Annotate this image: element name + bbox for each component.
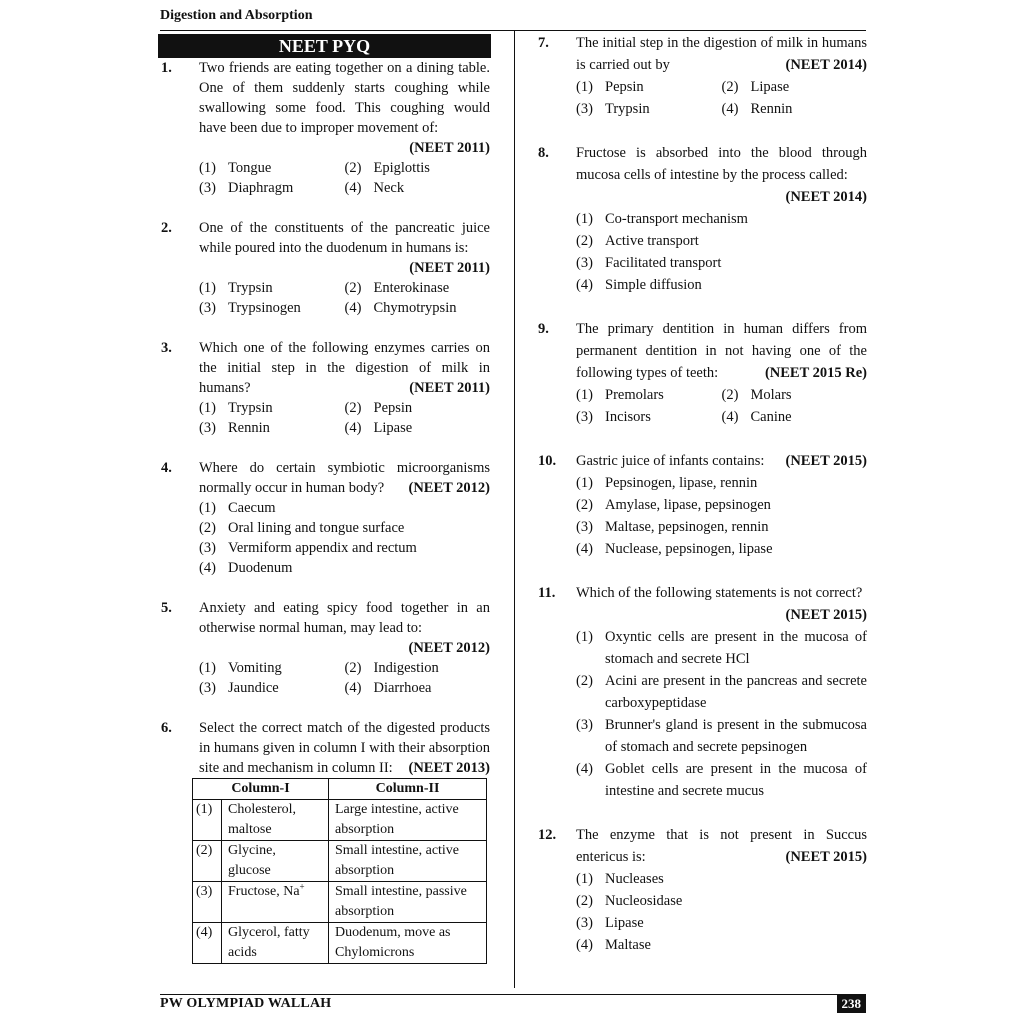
option-2: (2) Enterokinase: [344, 280, 450, 296]
options: [199, 398, 490, 438]
option-1: (1) Pepsinogen, lipase, rennin: [576, 475, 758, 491]
question-number: 8.: [538, 145, 549, 161]
table-row: (3) Fructose, Na+ Small intestine, passive absorption: [193, 882, 487, 923]
right-column: [537, 32, 867, 956]
question-text: The enzyme that is not present in Succus entericus is: (NEET 2015): [576, 824, 867, 868]
section-banner: NEET PYQ: [158, 34, 491, 58]
options: [199, 278, 490, 318]
exam-tag: (NEET 2013): [408, 760, 490, 776]
question-number: 11.: [538, 585, 556, 601]
exam-tag: (NEET 2011): [409, 140, 490, 156]
option-3: (3) Maltase, pepsinogen, rennin: [576, 519, 769, 535]
option-1: (1) Oxyntic cells are present in the mucosa of stomach and secrete HCl: [576, 629, 867, 667]
exam-tag: (NEET 2012): [408, 640, 490, 656]
question-text: Gastric juice of infants contains: (NEET 2015): [576, 450, 867, 472]
table-row: (2) Glycine, glucose Small intestine, active absorption: [193, 841, 487, 882]
options: [199, 658, 490, 698]
question-text: The primary dentition in human differs from permanent dentition in not having one of the following types of teeth: (NEET 2015 Re): [576, 318, 867, 384]
options: [576, 868, 867, 956]
question-text: Which one of the following enzymes carries on the initial step in the digestion of milk in humans? (NEET 2011): [199, 340, 490, 396]
option-2: (2) Indigestion: [344, 660, 439, 676]
option-4: (4) Maltase: [576, 937, 651, 953]
option-1: (1) Vomiting: [199, 660, 282, 676]
question-2: [160, 218, 490, 318]
option-3: (3) Brunner's gland is present in the submucosa of stomach and secrete pepsinogen: [576, 717, 867, 755]
option-4: (4) Canine: [721, 409, 792, 425]
option-1: (1) Nucleases: [576, 871, 664, 887]
page-number: 238: [837, 995, 867, 1013]
options: [576, 626, 867, 802]
column-divider: [514, 30, 515, 988]
question-text: The initial step in the digestion of milk in humans is carried out by (NEET 2014): [576, 32, 867, 76]
options: [199, 498, 490, 578]
question-number: 6.: [161, 720, 172, 736]
option-4: (4) Diarrhoea: [344, 680, 432, 696]
column-header: Column-I: [193, 779, 329, 800]
exam-tag: (NEET 2015): [785, 607, 867, 623]
question-number: 7.: [538, 35, 549, 51]
option-4: (4) Chymotrypsin: [344, 300, 457, 316]
exam-tag: (NEET 2015): [785, 849, 867, 865]
question-text: Where do certain symbiotic microorganisms normally occur in human body? (NEET 2012): [199, 460, 490, 496]
chapter-title: Digestion and Absorption: [160, 8, 313, 23]
option-4: (4) Simple diffusion: [576, 277, 702, 293]
question-10: [537, 450, 867, 560]
question-number: 9.: [538, 321, 549, 337]
table-row: (1) Cholesterol, maltose Large intestine, active absorption: [193, 800, 487, 841]
option-2: (2) Lipase: [721, 79, 790, 95]
question-5: [160, 598, 490, 698]
option-1: (1) Premolars: [576, 387, 664, 403]
option-3: (3) Facilitated transport: [576, 255, 722, 271]
footer-rule: [160, 994, 866, 995]
question-text: Fructose is absorbed into the blood through mucosa cells of intestine by the process called: (NEET 2014): [576, 142, 867, 208]
question-text: One of the constituents of the pancreatic juice while poured into the duodenum in humans is: (NEET 2011): [199, 220, 490, 276]
option-4: (4) Duodenum: [199, 560, 293, 576]
option-2: (2) Pepsin: [344, 400, 413, 416]
header-rule: [160, 30, 866, 31]
question-7: [537, 32, 867, 120]
question-12: [537, 824, 867, 956]
options: [576, 76, 867, 120]
question-number: 2.: [161, 220, 172, 236]
table-row: (4) Glycerol, fatty acids Duodenum, move as Chylomicrons: [193, 923, 487, 964]
options: [576, 208, 867, 296]
exam-tag: (NEET 2014): [785, 189, 867, 205]
option-2: (2) Active transport: [576, 233, 699, 249]
question-number: 10.: [538, 453, 557, 469]
option-2: (2) Nucleosidase: [576, 893, 683, 909]
exam-tag: (NEET 2015 Re): [764, 365, 867, 381]
option-1: (1) Pepsin: [576, 79, 644, 95]
exam-tag: (NEET 2011): [409, 380, 490, 396]
option-3: (3) Trypsinogen: [199, 300, 301, 316]
option-4: (4) Goblet cells are present in the mucosa of intestine and secrete mucus: [576, 761, 867, 799]
left-column: [160, 58, 490, 964]
option-4: (4) Neck: [344, 180, 405, 196]
question-9: [537, 318, 867, 428]
question-1: [160, 58, 490, 198]
column-header: Column-II: [329, 779, 487, 800]
option-1: (1) Trypsin: [199, 280, 273, 296]
option-3: (3) Jaundice: [199, 680, 279, 696]
publisher-name: PW OLYMPIAD WALLAH: [160, 996, 332, 1011]
option-2: (2) Oral lining and tongue surface: [199, 520, 405, 536]
option-2: (2) Amylase, lipase, pepsinogen: [576, 497, 771, 513]
option-1: (1) Tongue: [199, 160, 272, 176]
option-4: (4) Rennin: [721, 101, 793, 117]
option-3: (3) Vermiform appendix and rectum: [199, 540, 417, 556]
options: [576, 384, 867, 428]
option-2: (2) Molars: [721, 387, 792, 403]
option-4: (4) Lipase: [344, 420, 413, 436]
option-4: (4) Nuclease, pepsinogen, lipase: [576, 541, 773, 557]
question-number: 3.: [161, 340, 172, 356]
question-4: [160, 458, 490, 578]
options: [199, 158, 490, 198]
question-6: [160, 718, 490, 964]
question-3: [160, 338, 490, 438]
option-3: (3) Diaphragm: [199, 180, 294, 196]
question-text: Anxiety and eating spicy food together in an otherwise normal human, may lead to: (NEET 2012): [199, 600, 490, 656]
option-3: (3) Rennin: [199, 420, 270, 436]
question-11: [537, 582, 867, 802]
option-1: (1) Co-transport mechanism: [576, 211, 748, 227]
question-number: 5.: [161, 600, 172, 616]
option-1: (1) Caecum: [199, 500, 276, 516]
exam-tag: (NEET 2014): [785, 57, 867, 73]
option-3: (3) Incisors: [576, 409, 651, 425]
question-text: Select the correct match of the digested products in humans given in column I with their absorption site and mechanism in column II: (NEET 2013): [199, 720, 490, 776]
option-1: (1) Trypsin: [199, 400, 273, 416]
match-table: [192, 778, 487, 964]
question-number: 1.: [161, 60, 172, 76]
option-3: (3) Lipase: [576, 915, 644, 931]
exam-tag: (NEET 2012): [408, 480, 490, 496]
question-number: 4.: [161, 460, 172, 476]
question-8: [537, 142, 867, 296]
options: [576, 472, 867, 560]
option-3: (3) Trypsin: [576, 101, 650, 117]
question-text: Two friends are eating together on a dining table. One of them suddenly starts coughing while swallowing some food. This coughing would have been due to improper movement of: (NEET 2011): [199, 60, 490, 156]
table-header-row: [193, 779, 487, 800]
exam-tag: (NEET 2011): [409, 260, 490, 276]
option-2: (2) Acini are present in the pancreas and secrete carboxypeptidase: [576, 673, 867, 711]
option-2: (2) Epiglottis: [344, 160, 430, 176]
exam-tag: (NEET 2015): [785, 453, 867, 469]
question-text: Which of the following statements is not correct? (NEET 2015): [576, 582, 867, 626]
question-number: 12.: [538, 827, 557, 843]
